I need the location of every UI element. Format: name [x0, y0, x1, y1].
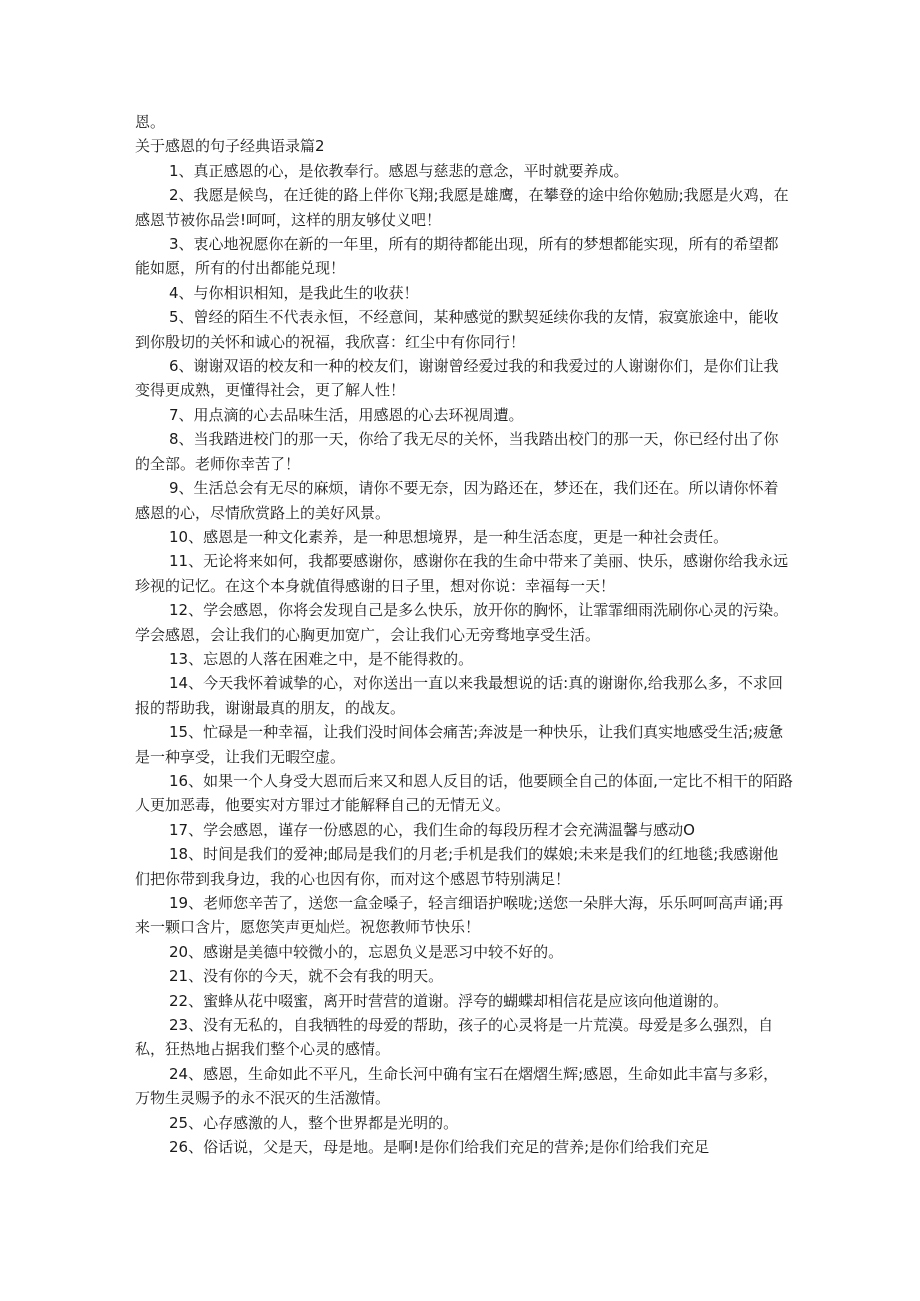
paragraph-16: 16、如果一个人身受大恩而后来又和恩人反目的话，他要顾全自己的体面,一定比不相干的陌路人更加恶毒，他要实对方罪过才能解释自己的无情无义。: [135, 771, 793, 815]
paragraph-14: 14、今天我怀着诚挚的心，对你送出一直以来我最想说的话:真的谢谢你,给我那么多，不求回报的帮助我，谢谢最真的朋友，的战友。: [135, 674, 783, 717]
paragraph-26: 26、俗话说，父是天，母是地。是啊!是你们给我们充足的营养;是你们给我们充足: [169, 1138, 710, 1157]
paragraph-24: 24、感恩，生命如此不平凡，生命长河中确有宝石在熠熠生辉;感恩，生命如此丰富与多彩，万物生灵赐予的永不泯灭的生活激情。: [135, 1064, 779, 1108]
section-heading: 关于感恩的句子经典语录篇2: [135, 137, 325, 156]
paragraph-12: 12、学会感恩，你将会发现自己是多么快乐，放开你的胸怀，让霏霏细雨洗刷你心灵的污染。学会感恩，会让我们的心胸更加宽广，会让我们心无旁骛地享受生活。: [135, 601, 789, 644]
paragraph-23: 23、没有无私的，自我牺牲的母爱的帮助，孩子的心灵将是一片荒漠。母爱是多么强烈，自私，狂热地占据我们整个心灵的感情。: [135, 1016, 774, 1059]
lead-line: 恩。: [135, 113, 166, 131]
paragraph-22: 22、蜜蜂从花中啜蜜，离开时营营的道谢。浮夸的蝴蝶却相信花是应该向他道谢的。: [169, 991, 729, 1010]
paragraph-10: 10、感恩是一种文化素养，是一种思想境界，是一种生活态度，更是一种社会责任。: [169, 527, 729, 546]
paragraph-13: 13、忘恩的人落在困难之中，是不能得救的。: [169, 649, 474, 668]
paragraph-25: 25、心存感激的人，整个世界都是光明的。: [169, 1113, 459, 1132]
paragraph-5: 5、曾经的陌生不代表永恒，不经意间，某种感觉的默契延续你我的友情，寂寞旅途中，能收到你殷切的关怀和诚心的祝福，我欣喜：红尘中有你同行！: [135, 308, 779, 351]
paragraph-9: 9、生活总会有无尽的麻烦，请你不要无奈，因为路还在，梦还在，我们还在。所以请你怀着感恩的心，尽情欣赏路上的美好风景。: [135, 479, 779, 522]
paragraph-4: 4、与你相识相知，是我此生的收获！: [169, 283, 419, 302]
paragraph-18: 18、时间是我们的爱神;邮局是我们的月老;手机是我们的媒娘;未来是我们的红地毯;我感谢他们把你带到我身边，我的心也因有你，而对这个感恩节特别满足！: [135, 845, 779, 888]
paragraph-7: 7、用点滴的心去品味生活，用感恩的心去环视周遭。: [169, 405, 524, 424]
paragraph-19: 19、老师您辛苦了，送您一盒金嗓子，轻言细语护喉咙;送您一朵胖大海，乐乐呵呵高声诵;再来一颗口含片，愿您笑声更灿烂。祝您教师节快乐！: [135, 894, 784, 937]
paragraph-1: 1、真正感恩的心，是依教奉行。感恩与慈悲的意念，平时就要养成。: [169, 161, 629, 180]
paragraph-15: 15、忙碌是一种幸福，让我们没时间体会痛苦;奔波是一种快乐，让我们真实地感受生活;疲惫是一种享受，让我们无暇空虚。: [135, 723, 784, 766]
paragraph-21: 21、没有你的今天，就不会有我的明天。: [169, 967, 444, 986]
document-body: [135, 110, 793, 1159]
paragraph-17: 17、学会感恩，谨存一份感恩的心，我们生命的每段历程才会充满温馨与感动O: [169, 820, 695, 839]
paragraph-11: 11、无论将来如何，我都要感谢你，感谢你在我的生命中带来了美丽、快乐，感谢你给我永远珍视的记忆。在这个本身就值得感谢的日子里，想对你说：幸福每一天！: [135, 552, 789, 595]
paragraph-20: 20、感谢是美德中较微小的，忘恩负义是恶习中较不好的。: [169, 942, 564, 961]
paragraph-3: 3、衷心地祝愿你在新的一年里，所有的期待都能出现，所有的梦想都能实现，所有的希望都能如愿，所有的付出都能兑现！: [135, 235, 779, 278]
paragraph-6: 6、谢谢双语的校友和一种的校友们，谢谢曾经爱过我的和我爱过的人谢谢你们，是你们让我变得更成熟，更懂得社会，更了解人性！: [135, 357, 779, 400]
paragraph-8: 8、当我踏进校门的那一天，你给了我无尽的关怀，当我踏出校门的那一天，你已经付出了你的全部。老师你幸苦了！: [135, 430, 779, 473]
paragraph-2: 2、我愿是候鸟，在迁徙的路上伴你飞翔;我愿是雄鹰，在攀登的途中给你勉励;我愿是火鸡，在感恩节被你品尝!呵呵，这样的朋友够仗义吧！: [135, 186, 789, 229]
